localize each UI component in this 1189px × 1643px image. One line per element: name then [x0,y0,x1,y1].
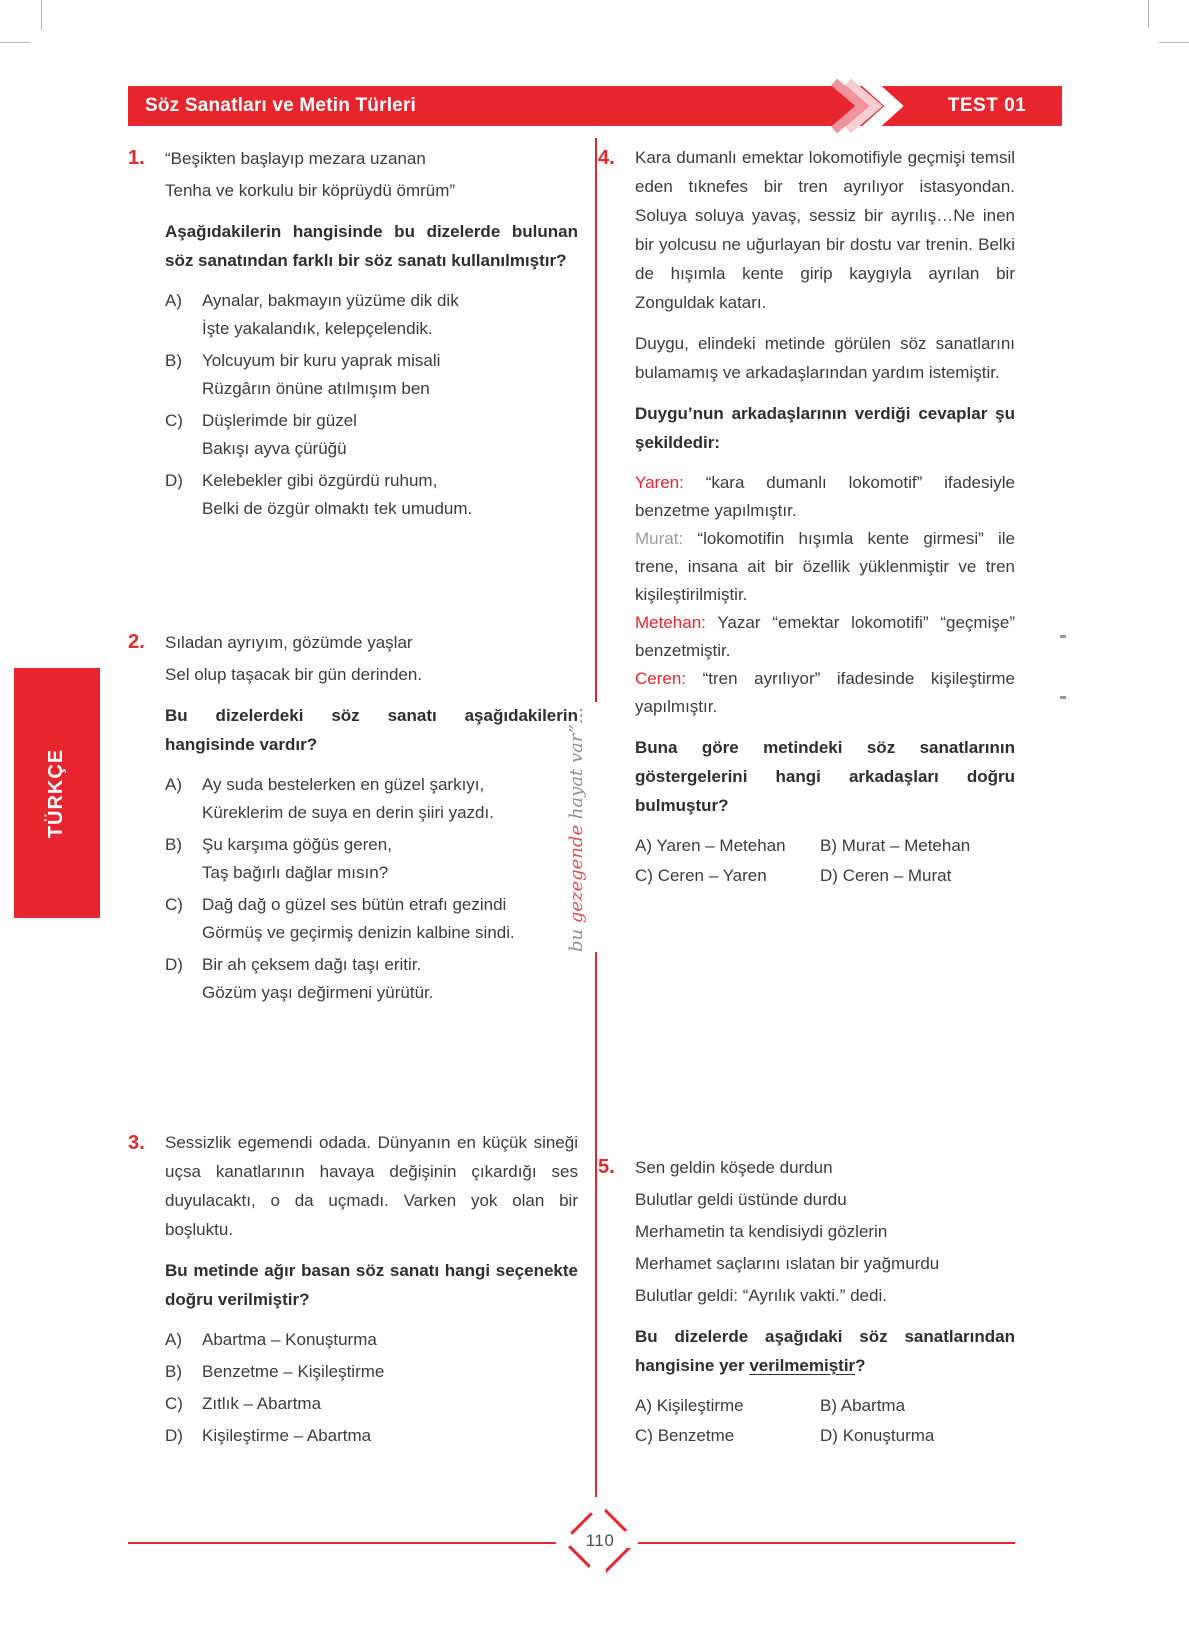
question-number: 3. [128,1132,145,1154]
subject-label: TÜRKÇE [45,748,68,838]
option-label: A) [165,291,182,310]
option-line: Görmüş ve geçirmiş denizin kalbine sindi. [202,923,515,942]
question-prompt [635,1322,1015,1380]
option-line: Ay suda bestelerken en güzel şarkıyı, [202,775,485,794]
friend-name: Yaren: [635,473,684,492]
edge-mark [1060,635,1066,638]
option-label: D) [820,866,838,885]
option-label: C) [635,866,653,885]
option-line: Şu karşıma göğüs geren, [202,835,392,854]
option-text: Konuşturma [842,1426,935,1445]
option-text: Ceren – Murat [842,866,952,885]
option-line: Bir ah çeksem dağı taşı eritir. [202,955,422,974]
stem-line: Sıladan ayrıyım, gözümde yaşlar [165,633,413,652]
option-line: Taş bağırlı dağlar mısın? [202,863,389,882]
option-label: B) [820,836,837,855]
option-text: Benzetme – Kişileştirme [202,1362,385,1381]
option-a [165,1326,578,1354]
friend-answer-yaren [635,469,1015,525]
option-text: Zıtlık – Abartma [202,1394,322,1413]
option-label: B) [165,1362,182,1381]
option-label: D) [820,1426,838,1445]
option-b [820,832,1015,860]
crop-mark-top-right-v [1148,0,1149,28]
question-4 [598,143,1015,890]
option-text: Kişileştirme – Abartma [202,1426,372,1445]
question-stem [165,143,578,207]
friend-answers [635,469,1015,721]
header-bar [128,86,886,126]
option-d [165,1422,578,1450]
question-1 [128,143,578,527]
question-stem [165,627,578,691]
option-label: C) [635,1426,653,1445]
option-label: A) [165,1330,182,1349]
margin-note-pre: bu [566,923,587,952]
margin-note-post: hayat var”... [566,707,587,825]
option-b [165,347,578,403]
option-label: C) [165,1394,183,1413]
question-stem [635,1152,1015,1312]
option-line: Aynalar, bakmayın yüzüme dik dik [202,291,459,310]
option-line: İşte yakalandık, kelepçelendik. [202,319,433,338]
margin-note-highlight: gezegende [566,824,587,924]
option-text: Benzetme [657,1426,735,1445]
question-prompt: Buna göre metindeki söz sanatlarının göstergelerini hangi arkadaşları doğru bulmuştur? [635,738,1015,815]
option-d [820,862,1015,890]
question-body: Kara dumanlı emektar lokomotifiyle geçmişi temsil eden tıknefes bir tren ayrılıyor istasyondan. Soluya soluya yavaş, sessiz bir ayrılış…Ne inen bir yolcusu ne uğurlayan bir dostu var trenin. Belki de hışımla kente girip kaygıyla ayrılan bir Zonguldak katarı. [635,148,1015,312]
options-grid [635,832,1015,890]
friend-answer-metehan [635,609,1015,665]
option-label: D) [165,1426,183,1445]
option-label: C) [165,895,183,914]
question-prompt: Aşağıdakilerin hangisinde bu dizelerde bulunan söz sanatından farklı bir söz sanatı kullanılmıştır? [165,222,578,270]
option-text: Murat – Metehan [841,836,971,855]
crop-mark-top-left-h [0,42,30,43]
option-line: Düşlerimde bir güzel [202,411,357,430]
friend-answer-ceren [635,665,1015,721]
option-text: Ceren – Yaren [657,866,767,885]
option-line: Rüzgârın önüne atılmışım ben [202,379,430,398]
option-label: A) [165,775,182,794]
diamond-corner-mask [588,1497,606,1515]
option-line: Dağ dağ o güzel ses bütün etrafı gezindi [202,895,507,914]
friend-answer-murat [635,525,1015,609]
question-number: 2. [128,631,145,653]
question-number: 5. [598,1156,615,1178]
question-body: Sessizlik egemendi odada. Dünyanın en küçük sineği uçsa kanatlarının havaya değişinin çıkardığı ses duyulacaktı, o da uçmadı. Varken yok olan bir boşluktu. [165,1133,578,1239]
option-line: Küreklerim de suya en derin şiiri yazdı. [202,803,494,822]
friend-name: Ceren: [635,669,687,688]
stem-line: Sen geldin köşede durdun [635,1158,833,1177]
option-text: Kişileştirme [656,1396,744,1415]
prompt-underlined-word: verilmemiştir [749,1356,856,1375]
option-b [820,1392,1015,1420]
options-grid [635,1392,1015,1450]
option-line: Belki de özgür olmaktı tek umudum. [202,499,473,518]
stem-line: Tenha ve korkulu bir köprüydü ömrüm” [165,181,456,200]
crop-mark-top-right-h [1159,42,1189,43]
question-number: 1. [128,147,145,169]
option-line: Gözüm yaşı değirmeni yürütür. [202,983,434,1002]
stem-line: Sel olup taşacak bir gün derinden. [165,665,423,684]
stem-line: Merhamet saçlarını ıslatan bir yağmurdu [635,1254,940,1273]
column-divider-top [595,138,597,702]
option-label: D) [165,955,183,974]
subject-tab [14,668,100,918]
option-label: A) [635,1396,652,1415]
option-label: D) [165,471,183,490]
crop-mark-top-left-v [41,0,42,30]
question-number: 4. [598,147,615,169]
option-b [165,831,578,887]
option-b [165,1358,578,1386]
page-number: 110 [585,1531,615,1550]
option-text: Abartma [840,1396,906,1415]
question-body: Duygu, elindeki metinde görülen söz sanatlarını bulamamış ve arkadaşlarından yardım istemiştir. [635,334,1015,382]
friend-text: “lokomotifin hışımla kente girmesi” ile trene, insana ait bir özellik yüklenmiştir ve tren kişileştirilmiştir. [635,529,1015,604]
question-3 [128,1128,578,1454]
option-d [165,951,578,1007]
column-divider-bottom [595,952,597,1508]
friend-text: “kara dumanlı lokomotif” ifadesiyle benzetme yapılmıştır. [635,473,1015,520]
test-badge: TEST 01 [947,95,1027,116]
option-line: Yolcuyum bir kuru yaprak misali [202,351,441,370]
option-a [165,287,578,343]
chevron-decoration-icon [800,78,920,134]
question-2 [128,627,578,1011]
option-c [165,1390,578,1418]
option-a [635,1392,820,1420]
option-text: Yaren – Metehan [656,836,786,855]
question-prompt: Bu dizelerdeki söz sanatı aşağıdakilerin hangisinde vardır? [165,706,578,754]
question-prompt: Duygu’nun arkadaşlarının verdiği cevaplar şu şekildedir: [635,404,1015,452]
edge-mark [1060,696,1066,699]
prompt-text: ? [855,1356,866,1375]
option-label: C) [165,411,183,430]
stem-line: Bulutlar geldi: “Ayrılık vakti.” dedi. [635,1286,887,1305]
option-label: B) [165,351,182,370]
option-c [165,891,578,947]
friend-name: Murat: [635,529,684,548]
option-line: Kelebekler gibi özgürdü ruhum, [202,471,438,490]
option-c [635,1422,820,1450]
option-line: Bakışı ayva çürüğü [202,439,347,458]
diamond-corner-mask [555,1530,573,1548]
option-c [635,862,820,890]
option-a [635,832,820,860]
question-5 [598,1152,1015,1450]
option-label: B) [820,1396,837,1415]
option-text: Abartma – Konuşturma [202,1330,377,1349]
option-d [165,467,578,523]
options-list [165,287,578,523]
stem-line: Bulutlar geldi üstünde durdu [635,1190,847,1209]
stem-line: Merhametin ta kendisiydi gözlerin [635,1222,888,1241]
question-prompt: Bu metinde ağır basan söz sanatı hangi seçenekte doğru verilmiştir? [165,1261,578,1309]
friend-text: Yazar “emektar lokomotifi” “geçmişe” benzetmiştir. [635,613,1015,660]
stem-line: “Beşikten başlayıp mezara uzanan [165,149,426,168]
option-label: B) [165,835,182,854]
option-a [165,771,578,827]
options-list [165,1326,578,1450]
options-list [165,771,578,1007]
page-title: Söz Sanatları ve Metin Türleri [145,95,417,116]
friend-name: Metehan: [635,613,706,632]
option-d [820,1422,1015,1450]
friend-text: “tren ayrılıyor” ifadesinde kişileştirme yapılmıştır. [635,669,1015,716]
option-c [165,407,578,463]
option-label: A) [635,836,652,855]
prompt-text: Bu dizelerde aşağıdaki söz sanatlarından hangisine yer [635,1327,1015,1375]
